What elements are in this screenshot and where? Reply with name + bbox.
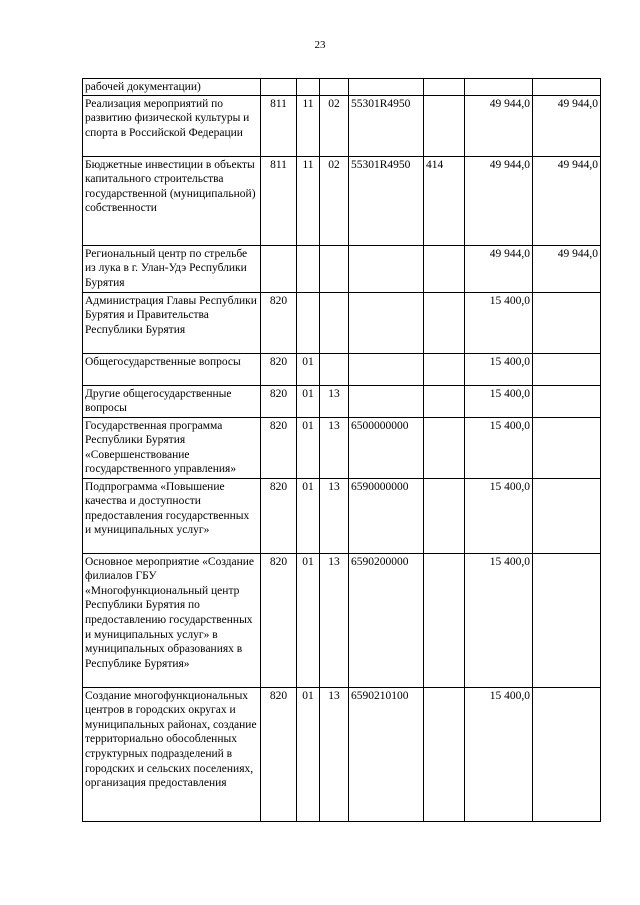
row-name: Основное мероприятие «Создание филиалов ГБУ «Многофункциональный центр Республики Бурятия по предоставлению государственных и муниципальных услуг» в муниципальных образованиях в Республике Бурятия»: [83, 553, 261, 687]
row-name: Администрация Главы Республики Бурятия и Правительства Республики Бурятия: [83, 292, 261, 353]
row-subsection: [320, 353, 349, 385]
row-value-1: 15 400,0: [465, 417, 533, 478]
row-value-1: 15 400,0: [465, 478, 533, 553]
row-article: 55301R4950: [349, 95, 424, 156]
row-type: 414: [424, 156, 465, 245]
row-type: [424, 553, 465, 687]
row-type: [424, 687, 465, 821]
row-value-2: [533, 687, 601, 821]
row-value-1: 15 400,0: [465, 385, 533, 417]
row-subsection: [320, 292, 349, 353]
row-subsection: 13: [320, 385, 349, 417]
row-value-2: [533, 292, 601, 353]
row-section: 01: [297, 353, 320, 385]
row-code: 820: [261, 385, 297, 417]
row-type: [424, 79, 465, 96]
table-row: [83, 417, 601, 478]
table-row: [83, 95, 601, 156]
row-value-1: 49 944,0: [465, 245, 533, 292]
row-value-1: 15 400,0: [465, 353, 533, 385]
row-code: 820: [261, 687, 297, 821]
row-subsection: [320, 79, 349, 96]
row-name: Другие общегосударственные вопросы: [83, 385, 261, 417]
row-section: 01: [297, 478, 320, 553]
row-code: [261, 245, 297, 292]
row-article: [349, 79, 424, 96]
row-article: [349, 245, 424, 292]
row-type: [424, 417, 465, 478]
row-name: Общегосударственные вопросы: [83, 353, 261, 385]
row-code: 811: [261, 95, 297, 156]
row-article: 6590210100: [349, 687, 424, 821]
table-row: [83, 156, 601, 245]
table-row: [83, 245, 601, 292]
table-row: [83, 553, 601, 687]
row-section: 01: [297, 553, 320, 687]
row-type: [424, 292, 465, 353]
row-name: Создание многофункциональных центров в городских округах и муниципальных районах, создание территориально обособленных структурных подразделений в городских и сельских поселениях, организация предоставления: [83, 687, 261, 821]
row-value-2: [533, 353, 601, 385]
row-subsection: 13: [320, 478, 349, 553]
row-type: [424, 245, 465, 292]
row-article: [349, 292, 424, 353]
row-value-1: 49 944,0: [465, 156, 533, 245]
row-name: рабочей документации): [83, 79, 261, 96]
budget-table: [82, 78, 601, 822]
row-value-2: 49 944,0: [533, 95, 601, 156]
row-subsection: 02: [320, 156, 349, 245]
row-name: Реализация мероприятий по развитию физической культуры и спорта в Российской Федерации: [83, 95, 261, 156]
row-section: [297, 292, 320, 353]
row-code: [261, 79, 297, 96]
row-code: 820: [261, 478, 297, 553]
row-value-2: [533, 553, 601, 687]
row-section: 11: [297, 95, 320, 156]
row-code: 820: [261, 292, 297, 353]
row-article: 6500000000: [349, 417, 424, 478]
row-value-1: 15 400,0: [465, 687, 533, 821]
row-value-1: 15 400,0: [465, 292, 533, 353]
row-code: 820: [261, 417, 297, 478]
row-name: Подпрограмма «Повышение качества и доступности предоставления государственных и муниципальных услуг»: [83, 478, 261, 553]
row-value-2: [533, 417, 601, 478]
row-value-2: 49 944,0: [533, 156, 601, 245]
row-section: 01: [297, 417, 320, 478]
row-value-1: [465, 79, 533, 96]
row-name: Региональный центр по стрельбе из лука в г. Улан-Удэ Республики Бурятия: [83, 245, 261, 292]
row-article: 6590200000: [349, 553, 424, 687]
row-section: 01: [297, 385, 320, 417]
row-value-1: 15 400,0: [465, 553, 533, 687]
row-value-2: [533, 385, 601, 417]
row-type: [424, 478, 465, 553]
row-section: 01: [297, 687, 320, 821]
table-row: [83, 79, 601, 96]
row-value-2: 49 944,0: [533, 245, 601, 292]
row-type: [424, 353, 465, 385]
row-code: 820: [261, 353, 297, 385]
row-type: [424, 95, 465, 156]
row-article: 6590000000: [349, 478, 424, 553]
row-section: [297, 245, 320, 292]
row-article: [349, 353, 424, 385]
row-article: 55301R4950: [349, 156, 424, 245]
row-name: Государственная программа Республики Бурятия «Совершенствование государственного управления»: [83, 417, 261, 478]
row-value-2: [533, 79, 601, 96]
row-subsection: 02: [320, 95, 349, 156]
table-row: [83, 478, 601, 553]
table-row: [83, 353, 601, 385]
row-name: Бюджетные инвестиции в объекты капитального строительства государственной (муниципальной) собственности: [83, 156, 261, 245]
table-row: [83, 385, 601, 417]
row-subsection: [320, 245, 349, 292]
row-type: [424, 385, 465, 417]
row-value-1: 49 944,0: [465, 95, 533, 156]
row-section: 11: [297, 156, 320, 245]
row-section: [297, 79, 320, 96]
row-code: 811: [261, 156, 297, 245]
page-number: 23: [314, 39, 326, 51]
row-subsection: 13: [320, 553, 349, 687]
table-row: [83, 292, 601, 353]
row-subsection: 13: [320, 687, 349, 821]
row-code: 820: [261, 553, 297, 687]
table-row: [83, 687, 601, 821]
row-article: [349, 385, 424, 417]
row-value-2: [533, 478, 601, 553]
row-subsection: 13: [320, 417, 349, 478]
